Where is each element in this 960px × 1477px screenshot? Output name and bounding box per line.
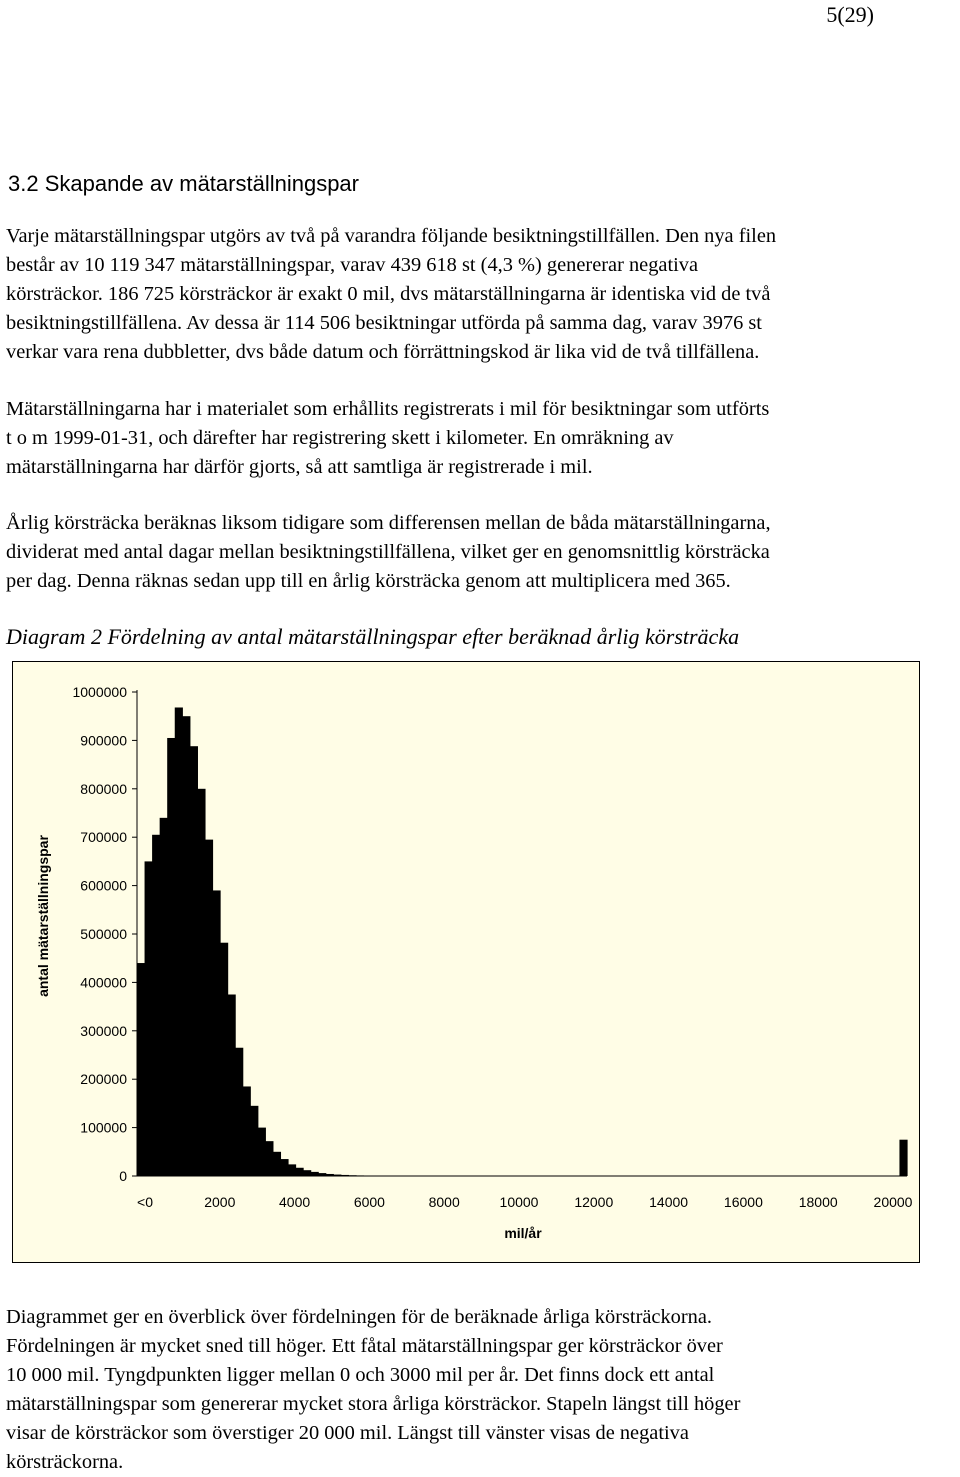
text-line: verkar vara rena dubbletter, dvs både datum och förrättningskod är lika vid de två tillfällena.: [6, 338, 956, 367]
paragraph-3: [6, 509, 956, 596]
bar-2: [152, 835, 160, 1176]
x-tick-label-0: <0: [137, 1194, 153, 1210]
bar-4: [167, 738, 175, 1176]
text-line: mätarställningspar som genererar mycket stora årliga körsträckor. Stapeln längst till höger: [6, 1390, 956, 1419]
bar-101: [899, 1140, 907, 1176]
bar-22: [303, 1170, 311, 1176]
text-line: per dag. Denna räknas sedan upp till en årlig körsträcka genom att multiplicera med 365.: [6, 567, 956, 596]
text-line: Varje mätarställningspar utgörs av två på varandra följande besiktningstillfällen. Den nya filen: [6, 222, 956, 251]
text-line: t o m 1999-01-31, och därefter har registrering skett i kilometer. En omräkning av: [6, 424, 956, 453]
text-line: Mätarställningarna har i materialet som erhållits registrerats i mil för besiktningar som utförts: [6, 395, 956, 424]
bar-13: [235, 1048, 243, 1176]
x-tick-label-5: 10000: [500, 1194, 539, 1210]
chart-frame: [12, 661, 920, 1263]
bar-21: [296, 1168, 304, 1176]
page-number: 5(29): [826, 2, 874, 28]
section-heading: 3.2 Skapande av mätarställningspar: [8, 171, 359, 197]
x-tick-label-9: 18000: [799, 1194, 838, 1210]
text-line: mätarställningarna har därför gjorts, så att samtliga är registrerade i mil.: [6, 453, 956, 482]
bar-18: [273, 1152, 281, 1176]
bar-16: [258, 1128, 266, 1176]
x-tick-label-10: 20000: [874, 1194, 913, 1210]
paragraph-1: [6, 222, 956, 367]
x-tick-label-3: 6000: [354, 1194, 385, 1210]
y-tick-label-4: 400000: [80, 974, 127, 990]
x-tick-label-4: 8000: [429, 1194, 460, 1210]
y-tick-label-7: 700000: [80, 829, 127, 845]
diagram-caption: Diagram 2 Fördelning av antal mätarställningspar efter beräknad årlig körsträcka: [6, 624, 739, 650]
bar-14: [243, 1086, 251, 1176]
bar-17: [265, 1141, 273, 1176]
y-tick-label-10: 1000000: [72, 684, 127, 700]
bar-11: [220, 943, 228, 1176]
bar-20: [288, 1164, 296, 1176]
bar-23: [311, 1172, 319, 1176]
bar-6: [182, 716, 190, 1176]
text-line: Fördelningen är mycket sned till höger. Ett fåtal mätarställningspar ger körsträckor över: [6, 1332, 956, 1361]
bar-8: [197, 789, 205, 1176]
y-tick-label-0: 0: [119, 1168, 127, 1184]
paragraph-2: [6, 395, 956, 482]
x-tick-label-6: 12000: [574, 1194, 613, 1210]
bar-9: [205, 840, 213, 1176]
histogram-chart: [13, 662, 921, 1264]
y-tick-label-9: 900000: [80, 732, 127, 748]
bar-19: [280, 1159, 288, 1176]
text-line: Årlig körsträcka beräknas liksom tidigare som differensen mellan de båda mätarställningarna,: [6, 509, 956, 538]
paragraph-4: [6, 1303, 956, 1477]
y-tick-label-6: 600000: [80, 878, 127, 894]
y-tick-label-3: 300000: [80, 1023, 127, 1039]
text-line: dividerat med antal dagar mellan besiktningstillfällena, vilket ger en genomsnittlig körsträcka: [6, 538, 956, 567]
bar-3: [160, 818, 168, 1176]
y-tick-label-1: 100000: [80, 1120, 127, 1136]
bar-0: [137, 963, 145, 1176]
text-line: besiktningstillfällena. Av dessa är 114 506 besiktningar utförda på samma dag, varav 3976 st: [6, 309, 956, 338]
bar-15: [250, 1106, 258, 1176]
text-line: körsträckorna.: [6, 1448, 956, 1477]
text-line: Diagrammet ger en överblick över fördelningen för de beräknade årliga körsträckorna.: [6, 1303, 956, 1332]
text-line: visar de körsträckor som överstiger 20 000 mil. Längst till vänster visas de negativa: [6, 1419, 956, 1448]
x-tick-label-8: 16000: [724, 1194, 763, 1210]
x-tick-label-2: 4000: [279, 1194, 310, 1210]
y-axis-label: antal mätarställningspar: [35, 835, 51, 997]
bar-5: [175, 707, 183, 1176]
x-tick-label-7: 14000: [649, 1194, 688, 1210]
bar-1: [145, 861, 153, 1176]
x-tick-label-1: 2000: [204, 1194, 235, 1210]
text-line: 10 000 mil. Tyngdpunkten ligger mellan 0 och 3000 mil per år. Det finns dock ett antal: [6, 1361, 956, 1390]
x-axis-label: mil/år: [504, 1225, 542, 1241]
y-tick-label-2: 200000: [80, 1071, 127, 1087]
bar-10: [212, 890, 220, 1176]
bar-12: [228, 995, 236, 1177]
y-tick-label-5: 500000: [80, 926, 127, 942]
bar-7: [190, 746, 198, 1176]
y-tick-label-8: 800000: [80, 781, 127, 797]
text-line: består av 10 119 347 mätarställningspar, varav 439 618 st (4,3 %) genererar negativa: [6, 251, 956, 280]
text-line: körsträckor. 186 725 körsträckor är exakt 0 mil, dvs mätarställningarna är identiska vid de två: [6, 280, 956, 309]
